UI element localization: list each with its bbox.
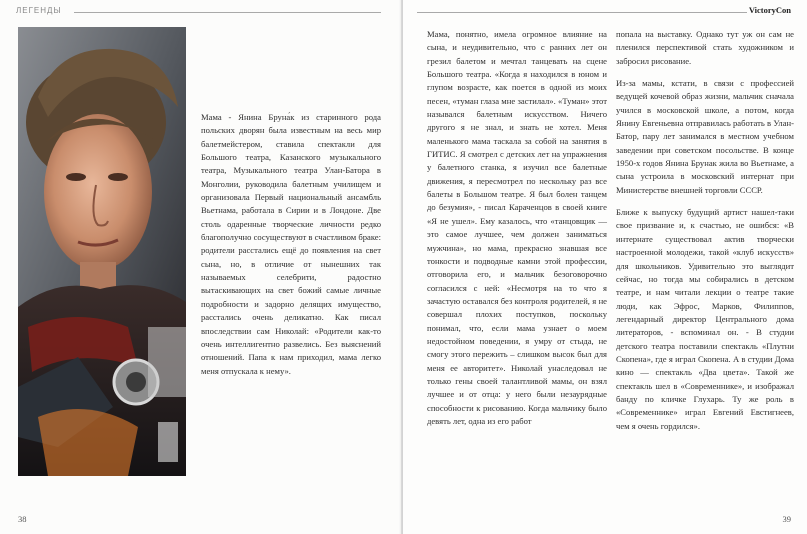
text-column-2 (427, 28, 607, 428)
page-number-left: 38 (18, 514, 27, 524)
page-number-right: 39 (782, 514, 791, 524)
paragraph: Мама - Янина Бруна́к из старинного рода польских дворян была известным на весь мир балетмейстером, ставила спектакли для Большого театра, Казанского музыкального театра, Музыкального театра Улан-Батора в Монголии, руководила балетным училищем и организовала Первый национальный ансамбль Вьетнама, работала в Сирии и в Лондоне. Две столь одаренные творческие личности редко благополучно сосуществуют в счастливом браке: родители расстались ещё до появления на свет сына, но, в отличие от нынешних так называемых селебрити, радостно вытаскивающих на свет божий самые личные подробности и задорно делящих имущество, расстались очень деликатно. Как писал впоследствии сам Николай: «Родители как-то очень интеллигентно развелись. Без выяснений отношений. Папа к нам приходил, мама легко меня отпускала к нему». (201, 112, 382, 376)
left-page (0, 0, 401, 534)
section-title: ЛЕГЕНДЫ (16, 6, 62, 15)
right-page (403, 0, 807, 534)
paragraph: Ближе к выпуску будущий артист нашел-таки свое призвание и, к счастью, не ошибся: «В интернате существовал актив творчески настроенной молодежи, такой «клуб искусств» для школьников. Удивительно это выглядит сейчас, но тогда мы собирались в детском театре, и нам читали лекции о театре такие люди, как Эфрос, Марков, Филиппов, легендарный директор Центрального дома литераторов, - вспоминал он. - В студии детского театра поставили спектакль «Плутни Скопена», где я играл Скопена. А в студии Дома кино — спектакль «Два цвета». Такой же спектакль шел в «Современнике», и изображал банду по кличке Глухарь. Ту же роль в «Современнике» играл Евгений Евстигнеев, чем я очень гордился». (616, 207, 794, 431)
header-rule (417, 12, 747, 13)
header-rule (74, 12, 381, 13)
paragraph: Из-за мамы, кстати, в связи с профессией ведущей кочевой образ жизни, мальчик сначала учился в московской школе, а потом, когда Янину Евгеньевна отправилась работать в Улан-Батор, пару лет занимался в местном учебном заведении при советском посольстве. В конце 1950-х годов Янина Брунак жила во Вьетнаме, а сына устроила в московский интернат при Министерстве внешней торговли СССР. (616, 78, 794, 195)
text-column-1 (201, 111, 381, 378)
text-column-3 (616, 28, 794, 433)
portrait-photo (18, 27, 186, 476)
paragraph: Мама, понятно, имела огромное влияние на сына, и неудивительно, что с ранних лет он грезил балетом и мечтал танцевать на сцене Большого театра. «Когда я находился в юном и глупом возрасте, как поется в одной из моих песен, «туман глаза мне застилал». «Туман» этот назывался балетным искусством. Ничего другого я не знал, и знать не хотел. Меня маленького мама таскала за собой на занятия в ГИТИС. Я смотрел с детских лет на упражнения у балетного станка, я изучил все балетные движения, я пересмотрел по нескольку раз все балеты в Большом театре. Я был болен танцем до безумия», - писал Караченцов в своей книге «Я не ушел». Ему казалось, что «танцовщик — это самое лучшее, чем должен заниматься мужчина», но мама, прекрасно знавшая все тонкости и подводные камни этой профессии, отговорила его, и мальчик безоговорочно согласился с ней: «Несмотря на то что я зачастую оставался без контроля родителей, я не совершал плохих поступков, поскольку понимал, что, если мама узнает о моем недостойном поведении, я умру от стыда, не смогу этого пережить – слишком высок был для меня ее авторитет». Николай унаследовал не только гены своей талантливой мамы, он взял лучшее и от отца: у него были незаурядные способности к рисованию. Когда мальчику было девять лет, одна из его работ (427, 29, 607, 426)
brand-label: VictoryCon (748, 5, 791, 15)
paragraph: попала на выставку. Однако тут уж он сам не пленился перспективой стать художником и забросил рисование. (616, 29, 794, 66)
portrait-illustration (18, 27, 186, 476)
